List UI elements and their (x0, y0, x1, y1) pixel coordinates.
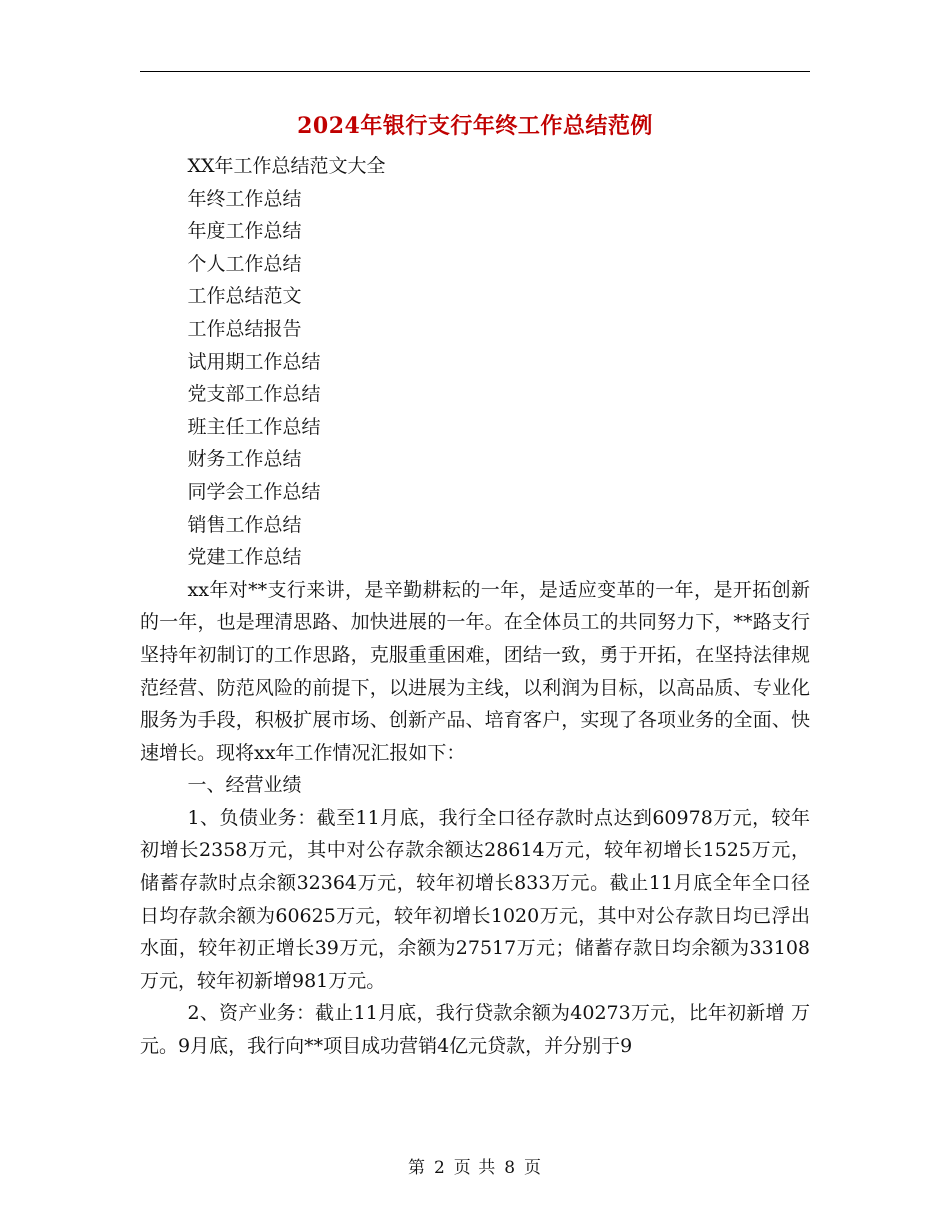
link-item[interactable]: 党支部工作总结 (187, 383, 321, 406)
link-item[interactable]: 年度工作总结 (187, 220, 302, 243)
header-rule (140, 71, 810, 72)
page-number: 2 (433, 1158, 446, 1178)
footer-suffix: 页 (524, 1158, 543, 1178)
asset-paragraph: 2、资产业务：截止11月底，我行贷款余额为40273万元，比年初新增 万元。9月底，我行向**项目成功营销4亿元贷款，并分别于9 (140, 1002, 810, 1058)
link-item[interactable]: XX年工作总结范文大全 (187, 155, 386, 177)
intro-paragraph: xx年对**支行来讲，是辛勤耕耘的一年，是适应变革的一年，是开拓创新的一年，也是理清思路、加快进展的一年。在全体员工的共同努力下，**路支行坚持年初制订的工作思路，克服重重困难，团结一致，勇于开拓，在坚持法律规范经营、防范风险的前提下，以进展为主线，以利润为目标，以高品质、专业化服务为手段，积极扩展市场、创新产品、培育客户，实现了各项业务的全面、快速增长。现将xx年工作情况汇报如下： (140, 578, 810, 764)
footer-mid: 页 共 (453, 1158, 497, 1178)
link-item[interactable]: 同学会工作总结 (187, 480, 321, 503)
liability-paragraph: 1、负债业务：截至11月底，我行全口径存款时点达到60978万元，较年初增长2358万元，其中对公存款余额达28614万元，较年初增长1525万元，储蓄存款时点余额32364万元，较年初增长833万元。截止11月底全年全口径日均存款余额为60625万元，较年初增长1020万元，其中对公存款日均已浮出水面，较年初正增长39万元，余额为27517万元；储蓄存款日均余额为33108万元，较年初新增981万元。 (140, 806, 810, 992)
link-item[interactable]: 党建工作总结 (187, 546, 302, 569)
link-item[interactable]: 销售工作总结 (187, 513, 302, 536)
document-body (140, 150, 810, 1063)
link-item[interactable]: 工作总结范文 (187, 285, 302, 308)
link-item[interactable]: 年终工作总结 (187, 187, 302, 210)
link-item[interactable]: 工作总结报告 (187, 317, 302, 340)
link-item[interactable]: 个人工作总结 (187, 252, 302, 275)
page-total: 8 (504, 1158, 517, 1178)
footer-prefix: 第 (407, 1158, 426, 1178)
document-title: 2024年银行支行年终工作总结范例 (297, 113, 653, 139)
section-heading: 一、经营业绩 (187, 774, 302, 797)
link-item[interactable]: 财务工作总结 (187, 448, 302, 471)
link-item[interactable]: 班主任工作总结 (187, 415, 321, 438)
page-footer (0, 1153, 950, 1178)
link-item[interactable]: 试用期工作总结 (187, 350, 321, 373)
